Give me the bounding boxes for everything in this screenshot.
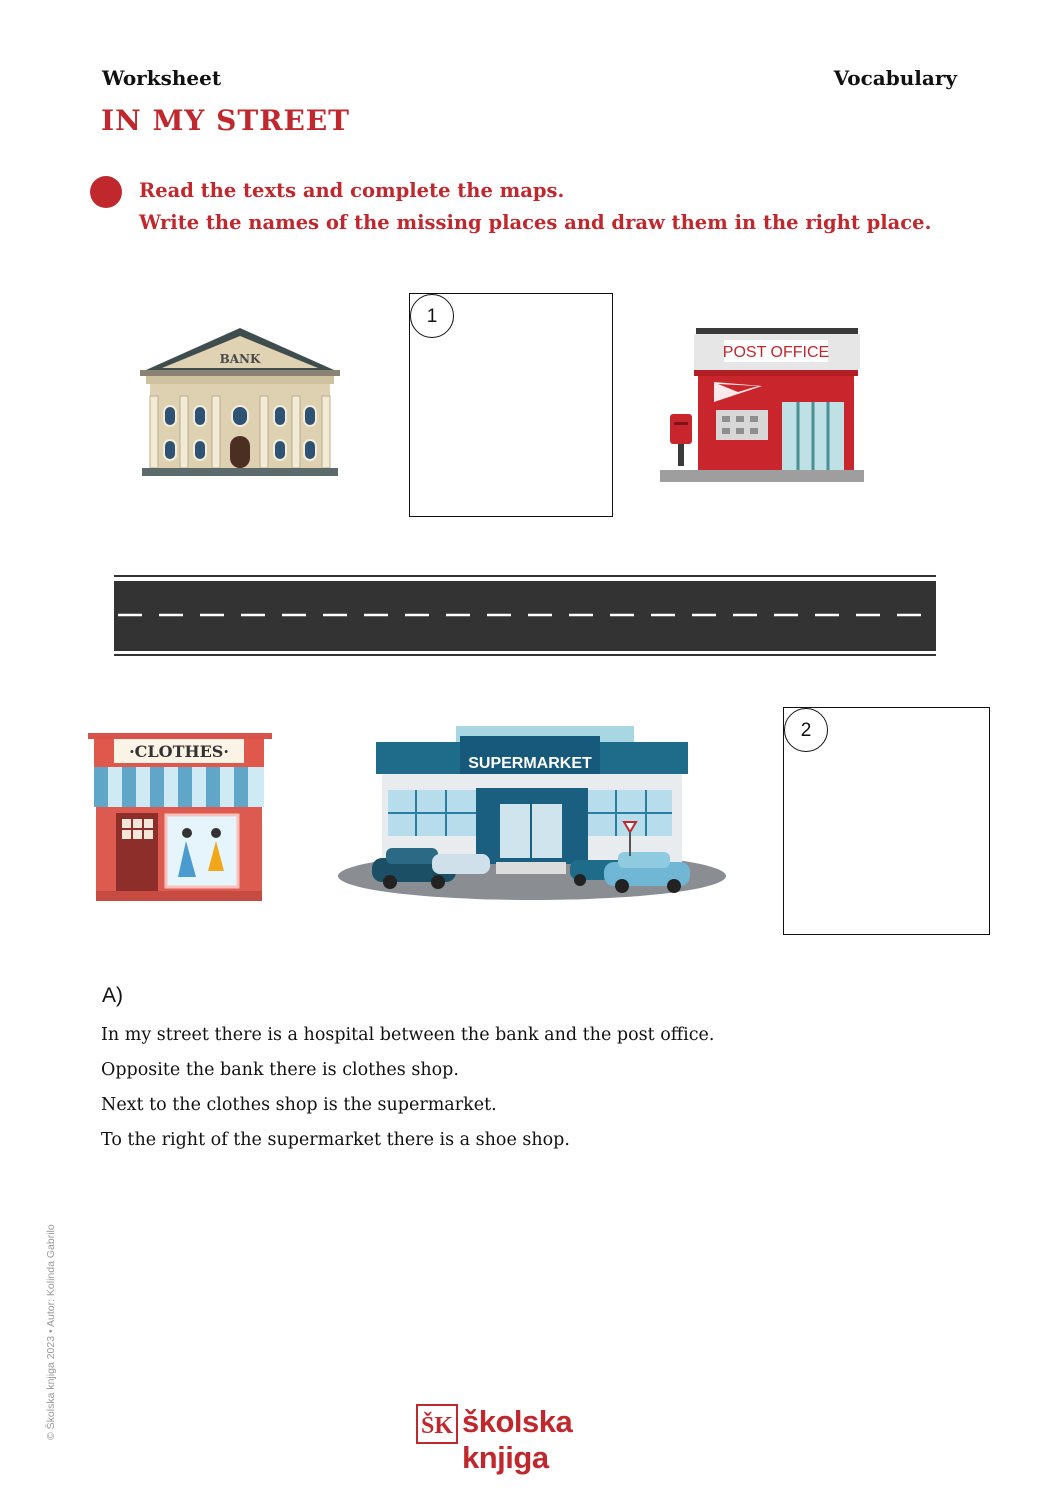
street-road [114,573,936,658]
box-number-1: 1 [410,294,454,338]
publisher-logo-mark [416,1404,458,1444]
clothes-shop-building [86,731,272,903]
worksheet-label: Worksheet [102,66,222,90]
sentence-4: To the right of the supermarket there is a shoe shop. [101,1130,570,1150]
publisher-logo [416,1402,646,1475]
supermarket-sign: SUPERMARKET [468,755,592,772]
sentence-2: Opposite the bank there is clothes shop. [101,1060,459,1080]
instructions [139,175,931,239]
supermarket-building [336,724,728,902]
box-number-2: 2 [784,708,828,752]
bullet-dot [90,176,122,208]
post-office-sign: POST OFFICE [722,344,830,361]
svg-text:ŠK: ŠK [420,1413,454,1439]
vocabulary-label: Vocabulary [833,66,957,90]
instruction-line-1: Read the texts and complete the maps. [139,179,565,202]
bank-sign: BANK [219,352,261,366]
instruction-line-2: Write the names of the missing places and draw them in the right place. [139,211,932,234]
publisher-logo-text: školska knjiga [462,1404,573,1475]
post-office-building [658,326,868,484]
bank-building [136,326,344,482]
section-label: A) [102,984,123,1007]
copyright-text: © Školska knjiga 2023 • Autor: Kolinda Gabrilo [45,1224,57,1440]
page-title: IN MY STREET [101,104,351,137]
sentence-1: In my street there is a hospital between the bank and the post office. [101,1025,715,1045]
sentence-3: Next to the clothes shop is the supermarket. [101,1095,497,1115]
clothes-sign: ·CLOTHES· [129,742,229,761]
